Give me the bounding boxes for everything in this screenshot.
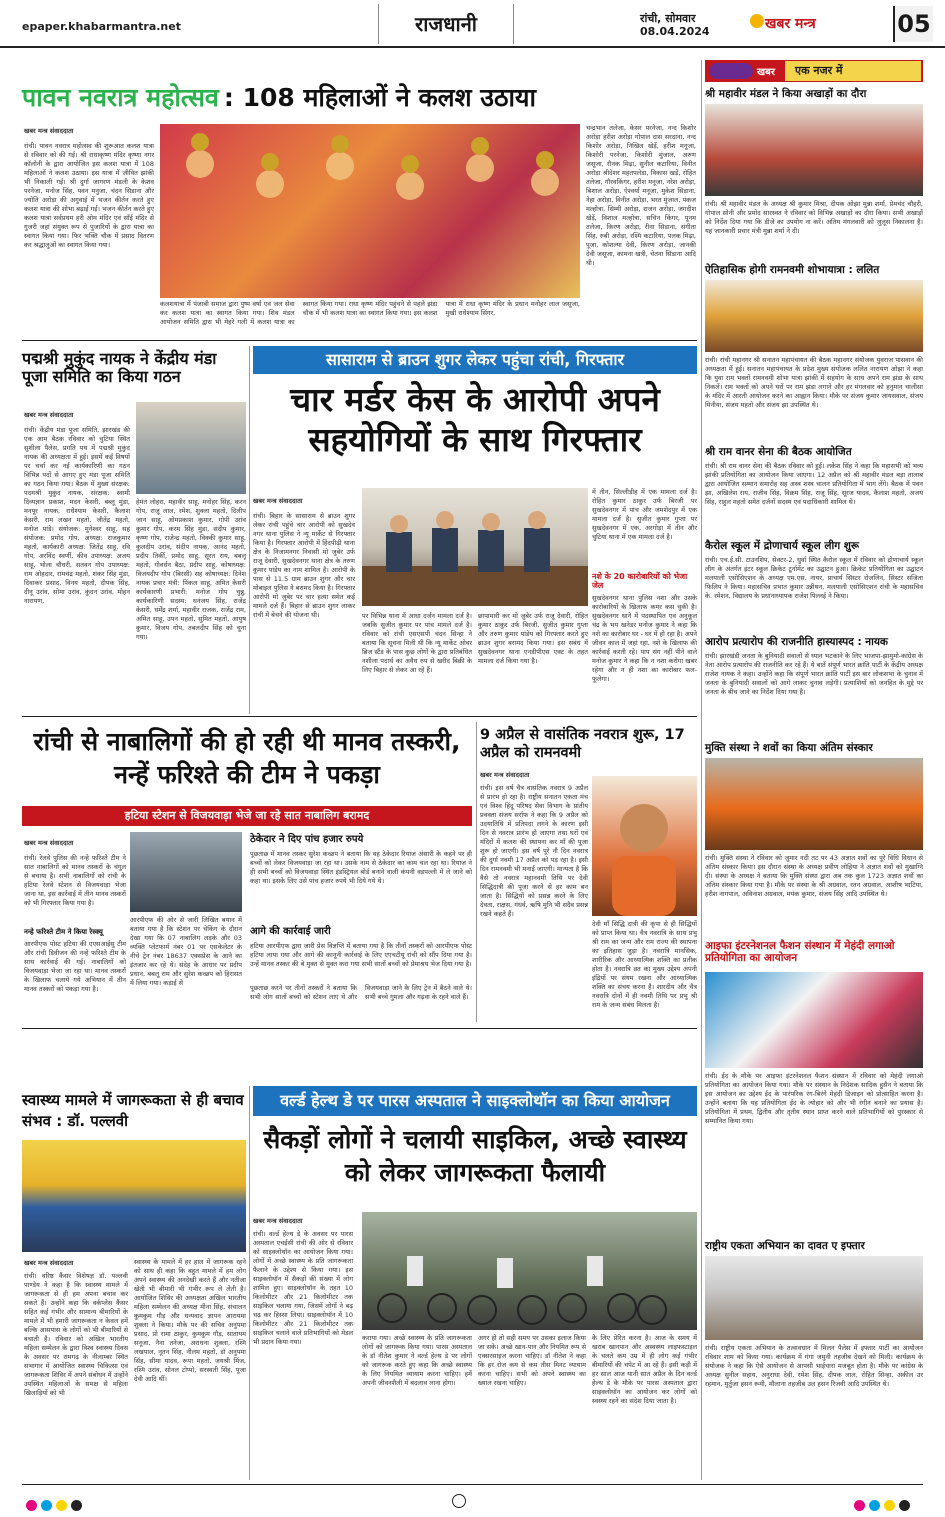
byline: खबर मन्त्र संवाददाता: [24, 411, 74, 419]
article-column: स्वास्थ्य के मामले में हर हाल में जागरूक रहने को साथ ही कहा कि बहुत मामले में हम लोग अपने स्वास्थ्य की अनदेखी करते हैं और नतीजा खेती भी बीमारी भी गंभीर रूप ले लेती है। आयोजित शिविर की अध्यक्षता अखिल भारतीय महिला सम्मेलन की अध्यक्ष मीना सिंह, संचालन कुमकुम गौड़ और धन्यवाद ज्ञापन आरायमा शुक्ला ने किया। मौके पर की सचिव अनुपमा प्रसाद, प्रो रामा ठाकुर, कुमकुम गौड़, सातायम सनूजा, नैना तनेजा, अराधना शुक्ला, रश्मि लखपाल, नूतन सिंह, नीलम महतो, डॉ अनुपमा सिंह, सीमा यादव, रूपा महतो, जयश्री मिंज, रश्मि उरांव, सोनल टोप्पो, सरस्वती सिंह, पूजा देवी आदि थीं।: [134, 1258, 246, 1383]
byline: खबर मन्त्र संवाददाता: [253, 497, 303, 505]
brief-headline: मुक्ति संस्था ने शवों का किया अंतिम संस्कार: [705, 742, 873, 754]
kicker-brown-sugar: सासाराम से ब्राउन शुगर लेकर पहुंचा रांची, गिरफ्तार: [253, 346, 697, 374]
photo-rescued-children: [130, 832, 242, 912]
article-column: सुखदेवनगर थाना पुलिस नशा और उसके कारोबारियों के खिलाफ कमर कस चुकी है। सुखदेवनगर थाने में पदस्थापित एवं अनुकूल चंद्र के भय खनेडर मनोज कुमार ने कहा कि नशे का कारोबार घर - घर में हो रहा है। अपने जीवन काल में जहां रहा, नशे के खिलाफ की कार्रवाई करती रहे। पाप संग नहीं पीने वाले मनोज कुमार ने कहा कि न नशा करोगा खबर रहेगा और न ही नशा का कारोबार फल-फूलेगा।: [592, 594, 697, 683]
magenta-dot-icon: [26, 1500, 37, 1511]
article-column: चन्द्रभान तलेजा, केसर परनेजा, नन्द किशोर अरोड़ा हरीश अरोड़ा गोपाल दास सरदाना, नन्द किशोर अरोड़ा, निखिल खेड़ें, हरीश मनूजा, किशोरी परनेजा, किशोरी मुंजाल, अरुण जसूजा, रौनक मिढ़ा, सुनील कटारिया, विनीत अरोड़ा श्रीदेशर महतपलेडा, विकास खड़ें, रोहित तलेजा, गौरवकिंगर, हरीश मनूजा, नरेश अरोड़ा, बिशाल अरोड़ा, ऐश्वर्या मनूजा, मुकेश सिडाना, नेहा अरोड़ा, विनीत अरोड़ा, भरत मुंजाल, पंकज मल्होत्रा, सिम्मी अरोड़ा, राजन अरोड़ा, जगदीश खेड़ें, विशाल मल्होत्रा, सचिन किंगर, पूनम तलेजा, किरण अरोड़ा, रीना सिडाना, संगीता सिंह, रुबी अरोड़ा, रश्मि कटारिया, पलक मिढ़ा, पूजा, कोशल्या देवी, किरण अरोड़ा, जानकी देवी जसूजा, कामना खत्री, चेतना सिडाना आदि थी।: [586, 124, 696, 336]
brief-text: रांची। झारखंडी जनता के बुनियादी सवालों से ध्यान भटकाने के लिए भाजपा-झामुमो-कांग्रेस के नेता आरोप प्रत्यारोप की राजनीति कर रहे हैं। ये बातें संपूर्ण भारत क्रांति पार्टी के केंद्रीय अध्यक्ष राजेश नायक ने कहा। उन्होंने कहा कि संपूर्ण भारत क्रांति पार्टी इस बार लोकसभा के चुनाव में जनता के बुनियादी सवालों को आगे लाकर चुनाव लड़ेगी। प्रत्याशियों को जनहित के मुद्दे पर जनता के बीच जाने का निर्देश दिया गया है।: [705, 652, 923, 696]
headline-kalash: पावन नवरात्र महोत्सव : 108 महिलाओं ने कलश उठाया: [22, 83, 536, 112]
photo-sanjay-sarraf: [592, 776, 697, 916]
crosshair-icon: [452, 1494, 466, 1508]
headline-cyclothon: सैकड़ों लोगों ने चलायी साइकिल, अच्छे स्वास्थ्य को लेकर जागरूकता फैलायी: [263, 1125, 687, 1187]
article-column: देवी माँ सिद्धि दात्री की कृपा से ही सिद्धियों को प्राप्त किया था। चैत्र नवरात्रि के साथ प्रभु श्री राम का जन्म और राम राज्य की स्थापना का इतिहास जुड़ा है। नवरात्रि मानसिक, शारीरिक और आध्यात्मिक शक्ति का प्रतीक होता है। नवरात्रि व्रत का मुख्य उद्देश्य अपनी इंद्रियों पर संयम रखना और आध्यात्मिक शक्ति का संचय करना है। शारदीय और चैत्र नवरात्रि दोनों में ही नवमी तिथि पर प्रभु श्री राम के जन्म संबंध मिलता है।: [592, 920, 697, 1009]
subheading: नशे के 20 कारोबारियों को भेजा जेल: [592, 572, 688, 591]
brief-text: रांची। राष्ट्रीय एकता अभियान के तत्वावधान में मिलन पैलेस में इफ्तार पार्टी का आयोजन रविवार शाम को किया गया। कार्यक्रम में गंगा जमुनी तहजीब देखने को मिली। कार्यक्रम के संयोजक ने कहा कि ऐसे आयोजन से आपसी भाईचारा मजबूत होता है। मौके पर कांग्रेस के अध्यक्ष सुनील सहाय, अनुराधा देवी, रमेश सिंह, दीपक लाल, रोहित सिन्हा, अकील उर रहमान, मुर्तुजा हसन रूमी, मौलाना तहजीब उल हसन रिजवी आदि उपस्थित थे।: [705, 1344, 923, 1388]
article-column: छापामारी कर मो जुबेर उर्फ राजू देवारी, रोहित कुमार ठाकुर उर्फ बिरजी, सुजीत कुमार गुप्ता और तरुण कुमार पांडेय को गिरफ्तार करते हुए ब्राउन शुगर बरामद किया गया। इस संबंध में सुखदेवनगर थाना एनडीपीएस एक्ट के तहत मामला दर्ज किया गया है।: [478, 612, 588, 665]
kicker-world-health-day: वर्ल्ड हेल्थ डे पर पारस अस्पताल ने साइक्लोथॉन का किया आयोजन: [253, 1086, 697, 1116]
headline-dr-pallavi: स्वास्थ्य मामले में जागरूकता से ही बचाव संभव : डॉ. पल्लवी: [22, 1091, 244, 1130]
article-column: हटिया आरपीएफ द्वारा जारी प्रेस विज्ञप्ति में बताया गया है कि तीनों तस्करों को आरपीएफ पोस्ट हटिया लाया गया और आगे की कानूनी कार्रवाई के लिए एएचटीयू रांची को सौंप दिया गया है। उन्हें मानव तस्कर की बे मुक्त से मुक्त करा गया सभी सातों बच्चों को प्रेमाश्रय भेज दिया गया है।: [250, 942, 472, 968]
brief-text: रांची। रांची महानगर श्री सनातन महापंचायत की बैठक महानगर संयोजक युवराज पासवान की अध्यक्षता में हुई। सनातन महापंचायत के प्रदेश मुख्य संयोजक ललित नारायण ओझा ने कहा कि युवा राम भक्तों रामनवमी शोभा यात्रा झांकी में सहयोग के साथ अपने राम झंडा के साथ निकलें। राम भक्तों को अपने घरों पर राम झंडा लगाने और हर मंगलवार को हनुमान चालीसा के मंदिर में आरती आयोजन करने का आह्वान किया। मौके पर संजय कुमार जायसवाल, संजय मिनीया, संजय महतो और संजय झा उपस्थित थे।: [705, 356, 923, 409]
registration-marks-right: [854, 1496, 914, 1515]
photo-caption: कलशयात्रा में पंजाबी समाज द्वारा पुष्प वर्षा एवं जल सेवा कर कलश यात्रा का स्वागत किया गया। शिव मंडल आयोजन समिति द्वारा भी मेहरे गली में कलश यात्रा का स्वागत किया गया। राधा कृष्ण मंदिर पहुंचने से पहले झंडा चौक में भी कलश यात्रा का स्वागत किया गया। इस कलश यात्रा में राधा कृष्ण मंदिर के प्रधान मनोहर लाल जसूजा, मुखी राधेश्याम सिंगर,: [160, 300, 580, 326]
byline: खबर मन्त्र संवाददाता: [480, 771, 530, 779]
article-column: पर विभिन्न थाना में आधा दर्जन मामला दर्ज है। जबकि सुजीत कुमार पर पांच मामले दर्ज है। रविवार को रांची एसएसपी चंदन सिन्हा ने बताया कि सूचना मिली थी कि न्यू मार्केट ओवर ब्रिज स्टैंड के पास कुछ लोगों के द्वारा प्रतिबंधित नशीला पदार्थ का अवैध रुप से खरीद बिक्री के लिए बिहार से लेकर आ रहे हैं।: [362, 612, 472, 674]
brief-text: रांची। ईद के मौके पर आइफा इंटरनेशनल फैशन संस्थान में रविवार को मेहंदी लगाओ प्रतियोगिता का आयोजन किया गया। मौके पर संस्थान के निदेशक सादिक हुसैन ने बताया कि इस आयोजन का उद्देश्य ईद के पारंपरिक रंग-बिरंगे मेहंदी डिजाइन को प्रोत्साहित करना है। उन्होंने बताया कि यह प्रतियोगिता ईद के त्योहार को और भी रंगीन बनाने का प्रयास है। प्रतियोगिता में प्रथम, द्वितीय और तृतीय स्थान प्राप्त करने वाले प्रतिभागियों को पुरस्कार से सम्मानित किया गया।: [705, 1072, 923, 1125]
article-column: आरपीएफ की ओर से जारी लिखित बयान में बताया गया है कि स्टेशन पर चेकिंग के दौरान देखा गया कि 07 नाबालिग लड़के और 03 व्यक्ति प्लेटफार्म नंबर 01 पर एसकेलेटर के नीचे ट्रेन नंबर 18637 एक्सप्रेस के आने का इंतजार कर रहे थे। संदेह के आधार पर प्रदीप प्रधान, बबलू राम और सुरेश कच्छप को हिरासत में लिया गया। कड़ाई से: [130, 916, 242, 987]
site-url[interactable]: epaper.khabarmantra.net: [22, 20, 181, 33]
article-column: कराया गया। अच्छे स्वास्थ्य के प्रति जागरूकता लोगों को जागरूक किया गया। पारस अस्पताल के डॉ नीतेश कुमार ने वर्ल्ड हेल्थ डे पर लोगों को जागरूक करते हुए कहा कि अच्छे स्वास्थ्य के लिए नियमित व्यायाम करना चाहिए। हमें अपनी जीवनशैली में बदलाव लाना होगा।: [362, 1334, 472, 1387]
article-column: रांची। वरिष्ठ कैंसर विशेषज्ञ डॉ. पल्लवी पाण्डेय ने कहा है कि स्वास्थ्य मामले में जागरूकता से ही हम अपना बचाव कर सकते हैं। उन्होंने कहा कि वर्कप्लेस कैंसर सहित कई गंभीर और सामान्य बीमारियों के मामले में भी हमारी जागरूकता न केवल हमें बल्कि आसपास के लोगों को भी बीमारियों से बचाती है। रविवार को अखिल भारतीय महिला सम्मेलन के द्वारा विश्व स्वास्थ्य दिवस के अवसर पर रामगढ़ के नीलाम्बर स्थित सभागार में आयोजित स्वास्थ्य चिकित्सा एवं जागरूकता शिविर में अपने संबोधन में उन्होंने उपस्थित महिलाओं के समक्ष से महिला खिलाड़ियों को भी: [24, 1272, 128, 1397]
photo-manda-meeting: [136, 402, 246, 494]
article-column: रांची। बिहार के सासाराम से ब्राउन शुगर लेकर रांची पहुंचे चार आरोपी को सुखदेव नगर थाना पुलिस ने न्यू मार्केट से गिरफ्तार किया है। गिरफ्तार आरोपी में हिंदपीढ़ी थाना क्षेत्र के निजामनगर निवासी मो जुबेर उर्फ राजू देवारी, सुखदेवनगर थाना क्षेत्र के तरुण कुमार पांडेय का नाम शामिल है। आरोपी के पास से 11.5 ग्राम ब्राउन शुगर और चार मोबाइल पुलिस ने बरामद किया है। गिरफ्तार आरोपी मो जुबेर पर चार हत्या समेत कई मामले दर्ज हैं। बिहार से ब्राउन शुगर लाकर रांची में बेचने की योजना थी।: [253, 512, 355, 619]
byline: खबर मन्त्र संवाददाता: [253, 1217, 303, 1225]
brief-headline: कैरोल स्कूल में द्रोणाचार्य स्कूल लीग शुरू: [705, 540, 860, 552]
byline: खबर मन्त्र संवाददाता: [24, 127, 74, 135]
black-dot-icon: [899, 1500, 910, 1511]
subheading: ठेकेदार ने दिए पांच हजार रुपये: [250, 834, 364, 845]
photo-cyclists: [362, 1212, 697, 1330]
article-column: रांची। रेलवे पुलिस की नन्हे फरिश्ते टीम ने सात नाबालिगों को मानव तस्करों के चंगुल से बचाया है। सभी नाबालिगों को रांची के हटिया रेलवे स्टेशन से विजयवाड़ा भेजा जाना था, इस कार्रवाई में तीन मानव तस्करों को भी गिरफ्तार किया गया है।: [24, 854, 126, 907]
brief-headline: आरोप प्रत्यारोप की राजनीति हास्यास्पद : नायक: [705, 636, 889, 648]
globe-icon: [709, 63, 753, 79]
band-hatia-station: हटिया स्टेशन से विजयवाड़ा भेजे जा रहे सात नाबालिग बरामद: [22, 806, 472, 826]
masthead: [0, 0, 945, 48]
article-column: रांची। वर्ल्ड हेल्थ डे के अवसर पर पारस अस्पताल एचईसी रांची की ओर से रविवार को साइक्लोथॉन का आयोजन किया गया। लोगों में अच्छे स्वास्थ्य के प्रति जागरूकता फैलाने के उद्देश्य से किया गया। इस साइक्लोथॉन में सैकड़ों की संख्या में लोग शामिल हुए। साइक्लोथॉन के तहत 10 किलोमीटर और 21 किलोमीटर तक साइकिल चलाया गया, जिसमें लोगों ने बढ़ चढ़ कर हिस्सा लिया। साइक्लोथॉन में 10 किलोमीटर और 21 किलोमीटर तक साइकिल चलाने वाले प्रतिभागियों को मेडल भी प्रदान किया गया।: [253, 1230, 353, 1346]
brief-headline: ऐतिहासिक होगी रामनवमी शोभायात्रा : ललित: [705, 264, 880, 276]
brief-headline: राष्ट्रीय एकता अभियान का दावत ए इफ्तार: [705, 1240, 865, 1252]
yellow-dot-icon: [884, 1500, 895, 1511]
photo-iftar: [705, 1256, 923, 1340]
byline: खबर मन्त्र संवाददाता: [24, 839, 74, 847]
in-brief-banner: खबर एक नजर में: [705, 60, 923, 82]
brief-text: रांची। श्री राम वानर सेना की बैठक रविवार को हुई। लकेश सिंह ने कहा कि महासभी को भव्य झांकी प्रतियोगिता का आयोजन किया जाएगा। 12 अप्रैल को श्री महावीर मंडल बड़ा तालाब द्वारा आयोजित सम्मान समारोह सह अस्त्र शस्त्र चालन प्रतियोगिता में भाग लेंगे। बैठक में पवन झा, अखिलेश राय, राजीव सिंह, विक्रम सिंह, राजू सिंह, सूरज यादव, कैलाश महतो, अजय सिंह, राहुल महतो समेत दर्जनों सदस्य एवं पदाधिकारी शामिल थे।: [705, 462, 923, 506]
article-column: रांची। केंद्रीय मंडा पूजा समिति, झारखंड की एक आम बैठक रविवार को चुटिया स्थित सुशीला पैलेस, प्रगति पथ में पद्मश्री मुकुंद नायक की अध्यक्षता में हुई। इसमें कई विषयों पर चर्चा कर नई कार्यकारिणी का गठन विभिन्न पदों से आगए हुए मंडा पूजा समिति का गठन किया गया। बैठक में मुख्य संरक्षक: पदमश्री मुकुंद नायक, संरक्षक: स्वामी दिव्यज्ञान प्रकाश, मदन केसरी, बब्लू मुंडा, मनपूर नायक, राधेश्याम केसरी, कैलाश केसरी, राम लखन महतो, जीतेंद्र महतो, मनोज पांडे। संयोजक: मुनेश्वर साहू, सह संयोजक: प्रमोद गोप, अध्यक्ष: राजकुमार महतो, कार्यकारी अध्यक्ष: जितेंद्र साहू, रवि गोप, अरविंद स्वर्णी, कीव उपाध्यक्ष: अजय साहू, भोला चौधरी, सतवन गोप उपाध्यक्ष: राम ओहदार, रामचंद्र महतो, शंकर सिंह मुंडा, दिवाकर प्रसाद, विनय महतो, दीपक सिंह, दीनू उरांव, सोमा उरांव, कुंदन उरांव, मोहन नारायण,: [24, 426, 130, 605]
article-column: हेमंत लोहरा, महावीर साहू, मनोहर सिंह, करन गोप, राजू लाल, रमेश, शुक्ला महतो, दिलीप जान साहू, ओमप्रकाश कुमार, गोपी उरांव कुमार गोप, करम सिंह मुंडा, संदीप कुमार, कृष्ण गोप, राजेन्द्र महतो, विक्की कुमार साहू, कुलदीप उरांव, संदीप नायक, आनंद महतो, प्रदीप तिर्की, प्रमोद साहू, सूरत राय, बबलू महतो, गोवर्धन बैठा, प्रदीप साहू, कोषाध्यक्ष: विजयदीप गोप (बिरसी) सह कोषाध्यक्ष: दिनेश नायक प्रचार मंत्री: पिंकल साहू, अमित केसरी कार्यकारणी प्रभारी: मनोज गोप चुन्नु, कार्यकारिणी सदस्य: धनंजय सिंह, राजेंद्र केसरी, धर्मेंद्र शर्मा, महावीर राजक, राजेंद्र राम, अमित साहू, उपन महतो, सुमित महतो, आयुष कुमार, विजय गोप, तबलदीप सिंह को चुना गया।: [136, 498, 246, 641]
yellow-dot-icon: [56, 1500, 67, 1511]
article-column: अगर हो तो सही समय पर उसका इलाज किया जा सके। अच्छे खान-पान और नियमित रूप से एक्सरसाइज करना चाहिए। डॉ नीतेश ने कहा कि हर रोज कम से कम तीस मिनट व्यायाम करना चाहिए। सभी को अपने स्वास्थ्य का ख्याल रखना चाहिए।: [478, 1334, 586, 1387]
brief-headline: श्री महावीर मंडल ने किया अखाड़ों का दौरा: [705, 88, 867, 100]
magenta-dot-icon: [854, 1500, 865, 1511]
headline-four-murder: चार मर्डर केस के आरोपी अपने सहयोगियों के साथ गिरफ्तार: [290, 380, 660, 459]
article-column: आरपीएफ पोस्ट हटिया की एएसआईसु टीम और रांची डिवीजन की नन्हे फरिश्ते टीम के साथ कार्रवाई की गई। नाबालिगों को विजयवाड़ा भेजा जा रहा था। मानव तस्करों के खिलाफ चलाये गये अभियान में तीन मानव तस्करों को पकड़ा गया है।: [24, 940, 126, 993]
article-column: रांची। पावन नवरात्र महोत्सव की शुरूआत कलश यात्रा से रविवार को की गई। श्री राधाकृष्ण मंदिर कृष्णा नगर कॉलोनी के द्वारा आयोजित इस कलश यात्रा में 108 महिलाओं ने कलश उठाया। इस यात्रा में जीवित झांकी भी निकाली गई। श्री दुर्गा जागरण मंडली के केशव परनेजा, मनोज सिंह, पवन मनुजा, चंदन सिडाना और ज्योति अरोड़ा की अगुवाई में भजन कीर्तन करते हुए कलश यात्रा की शोभा बढ़ाई गई। भजन कीर्तन करते हुए कलश यात्रा सर्वप्रथम हरी ओम मंदिर एवं साँई मंदिर से गुजरी जहां संयुक्त रूप से पुजारियों के द्वारा यात्रा का स्वागत किया गया। फिर भक्ति चौक में प्रसाद वितरण कर श्रद्धालुओं का स्वागत किया गया।: [24, 142, 154, 249]
section-title: राजधानी: [378, 4, 514, 44]
headline-trafficking: रांची से नाबालिगों की हो रही थी मानव तस्करी, नन्हें फरिश्ते की टीम ने पकड़ा: [33, 727, 461, 789]
brand-logo-icon: [750, 14, 764, 28]
page-number: 05: [893, 6, 933, 42]
brand-name: खबर मन्त्र: [765, 16, 816, 32]
brief-headline: श्री राम वानर सेना की बैठक आयोजित: [705, 446, 852, 458]
cyan-dot-icon: [869, 1500, 880, 1511]
byline: खबर मन्त्र संवाददाता: [24, 1259, 74, 1267]
photo-police-press: [362, 488, 588, 606]
photo-health-camp: [22, 1140, 246, 1252]
photo-mukti-cremation: [705, 758, 923, 850]
article-column: पूछताछ में मानव तस्कर सुरेश कच्छप ने बताया कि वह ठेकेदार रियाज अंसारी के कहने पर ही बच्चों को लेकर विजयवाड़ा जा रहा था। उसके नाम से ठेकेदार का काम चल रहा था। रियाज ने ही सभी बच्चों को विजयवाड़ा स्थित इंडस्ट्रियल बोर्ड बनाने वाली कंपनी वडपल्ली में ले जाने को कहा था। इसके लिए उसे पांच हजार रुपये भी दिये गये थे।: [250, 850, 472, 885]
registration-marks-left: [26, 1496, 86, 1515]
photo-ramnavami-meeting: [705, 280, 923, 352]
photo-kalash-yatra: [160, 124, 580, 298]
headline-navratri-dates: 9 अप्रैल से वासंतिक नवरात्र शुरू, 17 अप्रैल को रामनवमी: [480, 727, 685, 762]
photo-mahavir-mandal: [705, 104, 923, 196]
article-column: पूछताछ करने पर तीनों तस्करों ने बताया कि सभी लोग सातों बच्चों को स्टेशन लाए थे और विजयवाड़ा जाने के लिए ट्रेन में बैठने वाले थे। सभी बच्चे गुमला और गढ़वा के रहने वाले हैं।: [250, 984, 472, 1001]
black-dot-icon: [71, 1500, 82, 1511]
in-brief-title: एक नजर में: [785, 61, 921, 81]
article-column: में तीन, सिल्लीडीह में एक मामला दर्ज है। रोहित कुमार ठाकुर उर्फ बिरजी पर सुखदेवनगर में पांच और जमशेदपुर में एक मामला दर्ज है। सुजीत कुमार गुप्ता पर सुखदेवनगर में एक, अरगोड़ा में तीन और चुटिया थाना में एक मामला दर्ज है।: [592, 488, 697, 541]
cyan-dot-icon: [41, 1500, 52, 1511]
headline-manda-puja: पद्मश्री मुकुंद नायक ने केंद्रीय मंडा पूजा समिति का किया गठन: [22, 349, 217, 387]
dateline: रांची, सोमवार 08.04.2024: [640, 12, 710, 38]
article-column: के लिए प्रेरित करना है। आज के समय में खराब खानपान और अस्वस्थ्य लाइफस्टाइल के चलते कम उम्र में ही लोग कई गंभीर बीमारियों की चपेट में आ रहे हैं। इसी कड़ी में हर साल आज यानी सात अप्रैल के दिन वर्ल्ड हेल्थ डे के मौके पर पारस अस्पताल द्वारा साइक्लोथॉन का आयोजन कर लोगों को स्वस्थ्य रहने का संदेश दिया जाता है।: [592, 1334, 697, 1405]
brief-text: रांची। एच.ई.सी. टाउनशिप, सेक्टर-2, धुर्वा स्थित कैरोल स्कूल में रविवार को द्रोणाचार्य स्कूल लीग के अंतर्गत इंटर स्कूल क्रिकेट टूर्नामेंट का उद्घाटन हुआ। क्रिकेट प्रतियोगिता का उद्घाटन मलयाली एसोसिएशन के अध्यक्ष एम.एस. नायर, प्राचार्य सिस्टर रोजलिन, सिस्टर सजिता फिलिप ने किया। महासचिव प्रभात कुमार उन्नीथन, मलयाली एसोसिएशन रांची के महासचिव के. रमेशन, विद्यालय के प्रधानाध्यापक राजेश पिल्लई ने किया।: [705, 556, 923, 600]
subheading: आगे की कार्रवाई जारी: [250, 926, 331, 937]
article-column: रांची। इस वर्ष चैत्र वासंतिक नवरात्र 9 अप्रैल से प्रारंभ हो रहा है। राष्ट्रीय सनातन एकता मंच एवं विश्व हिंदू परिषद सेवा विभाग के प्रांतीय प्रवक्ता संजय सर्राफ ने कहा कि 9 अप्रैल को उदयातिथि में प्रतिपदा लगने के कारण इसी दिन से नवरात्र प्रारंभ हो जाएगा तथा घरों एवं मंदिरों में कलश की स्थापना कर माँ की पूजा शुरू हो जाएगी। इस वर्ष पूरे नौ दिन नवरात्र की दुर्गा नवमी 17 अप्रैल को पड़ रहा है। इसी दिन रामनवमी भी मनाई जाएगी। मान्यता है कि वैसे तो नवरात्र महानवमी तिथि पर देवी सिद्धिदात्री की पूजा करने से हर काम बन जाता है। सिद्धियों को प्रसन्न करने के लिए देवता, राक्षस, गंधर्व, ऋषि मुनि भी सदैव प्रसन्न रखने कहते हैं।: [480, 784, 588, 918]
brief-headline: आइफा इंटरनेशनल फैशन संस्थान में मेहंदी लगाओ प्रतियोगिता का आयोजन: [705, 940, 895, 965]
subheading: नन्हे फरिश्ते टीम ने किया रेस्क्यू: [24, 928, 103, 936]
brief-text: रांची। श्री महावीर मंडल के अध्यक्ष श्री कुमार मिश्रा, दीपक ओझा मुन्ना शर्मा, प्रेमचंद चौहरी, गोपाल सोनी और प्रमोद सारस्वत ने रविवार को विभिन्न अखाड़ों का दौरा किया। सभी अखाड़ों को निर्देश दिया गया कि डीजे का उपयोग ना करें। अंतिम मंगलवारी को जुलूस निकालना है। यह जानकारी प्रचार मंत्री मुन्ना शर्मा ने दी।: [705, 200, 923, 235]
photo-mehndi-contest: [705, 972, 923, 1068]
brief-text: रांची। मुक्ति संस्था ने रविवार को जुमार नदी तट पर 43 अज्ञात शवों का पूरे विधि विधान से अंतिम संस्कार किया। इस दौरान संस्था के अध्यक्ष प्रवीण लोहिया ने अज्ञात शवों को मुखाग्नि दी। संस्था के अध्यक्ष ने बताया कि मुक्ति संस्था द्वारा अब तक कुल 1723 अज्ञात शवों का अंतिम संस्कार किया गया है। मौके पर संस्था के श्री अग्रवाल, रतन अग्रवाल, आशीष भाटिया, हरीश नागपाल, अविनाश अग्रवाल, मयंक कुमार, संजय सिंह आदि उपस्थित थे।: [705, 854, 923, 898]
